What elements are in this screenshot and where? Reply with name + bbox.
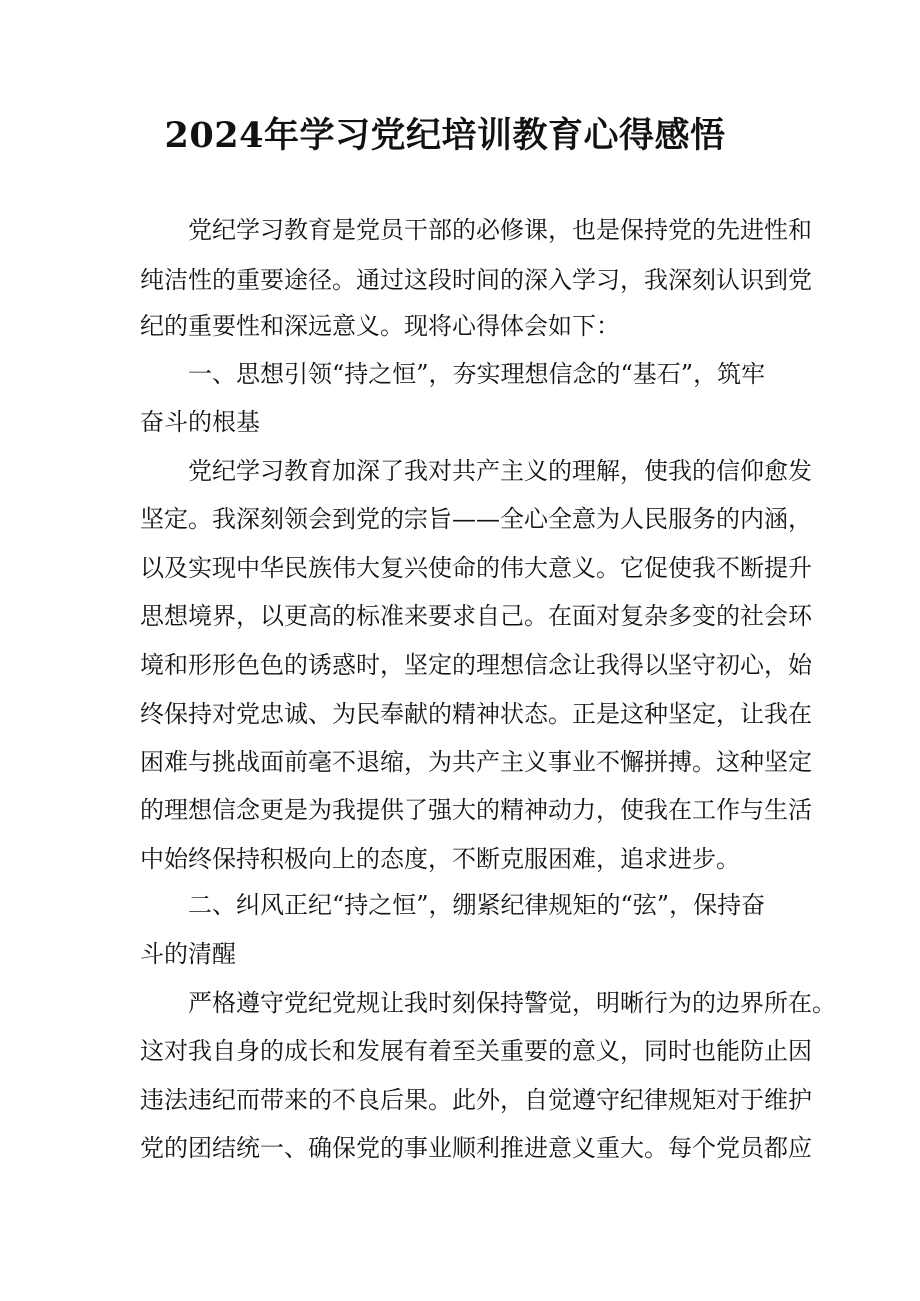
paragraph-line: 纯洁性的重要途径。通过这段时间的深入学习，我深刻认识到党	[140, 266, 812, 294]
paragraph-line: 违法违纪而带来的不良后果。此外，自觉遵守纪律规矩对于维护	[140, 1086, 812, 1114]
section-heading-line: 奋斗的根基	[140, 408, 260, 436]
section-heading-line: 斗的清醒	[140, 940, 236, 968]
paragraph-line: 纪的重要性和深远意义。现将心得体会如下：	[140, 312, 620, 340]
paragraph-line: 党的团结统一、确保党的事业顺利推进意义重大。每个党员都应	[140, 1134, 812, 1162]
section-heading-line: 二、纠风正纪“持之恒”，绷紧纪律规矩的“弦”，保持奋	[188, 891, 766, 919]
paragraph-line: 中始终保持积极向上的态度，不断克服困难，追求进步。	[140, 845, 740, 873]
paragraph-line: 党纪学习教育是党员干部的必修课，也是保持党的先进性和	[188, 216, 812, 244]
paragraph-line: 思想境界，以更高的标准来要求自己。在面对复杂多变的社会环	[140, 602, 812, 630]
paragraph-line: 困难与挑战面前毫不退缩，为共产主义事业不懈拼搏。这种坚定	[140, 748, 812, 776]
document-title: 2024年学习党纪培训教育心得感悟	[164, 115, 726, 156]
paragraph-line: 党纪学习教育加深了我对共产主义的理解，使我的信仰愈发	[188, 457, 812, 485]
paragraph-line: 以及实现中华民族伟大复兴使命的伟大意义。它促使我不断提升	[140, 554, 812, 582]
paragraph-line: 境和形形色色的诱惑时，坚定的理想信念让我得以坚守初心，始	[140, 651, 812, 679]
paragraph-line: 坚定。我深刻领会到党的宗旨——全心全意为人民服务的内涵，	[140, 505, 812, 533]
paragraph-line: 这对我自身的成长和发展有着至关重要的意义，同时也能防止因	[140, 1037, 812, 1065]
paragraph-line: 终保持对党忠诚、为民奉献的精神状态。正是这种坚定，让我在	[140, 700, 812, 728]
section-heading-line: 一、思想引领“持之恒”，夯实理想信念的“基石”，筑牢	[188, 360, 766, 388]
paragraph-line: 的理想信念更是为我提供了强大的精神动力，使我在工作与生活	[140, 796, 812, 824]
paragraph-line: 严格遵守党纪党规让我时刻保持警觉，明晰行为的边界所在。	[188, 989, 836, 1017]
